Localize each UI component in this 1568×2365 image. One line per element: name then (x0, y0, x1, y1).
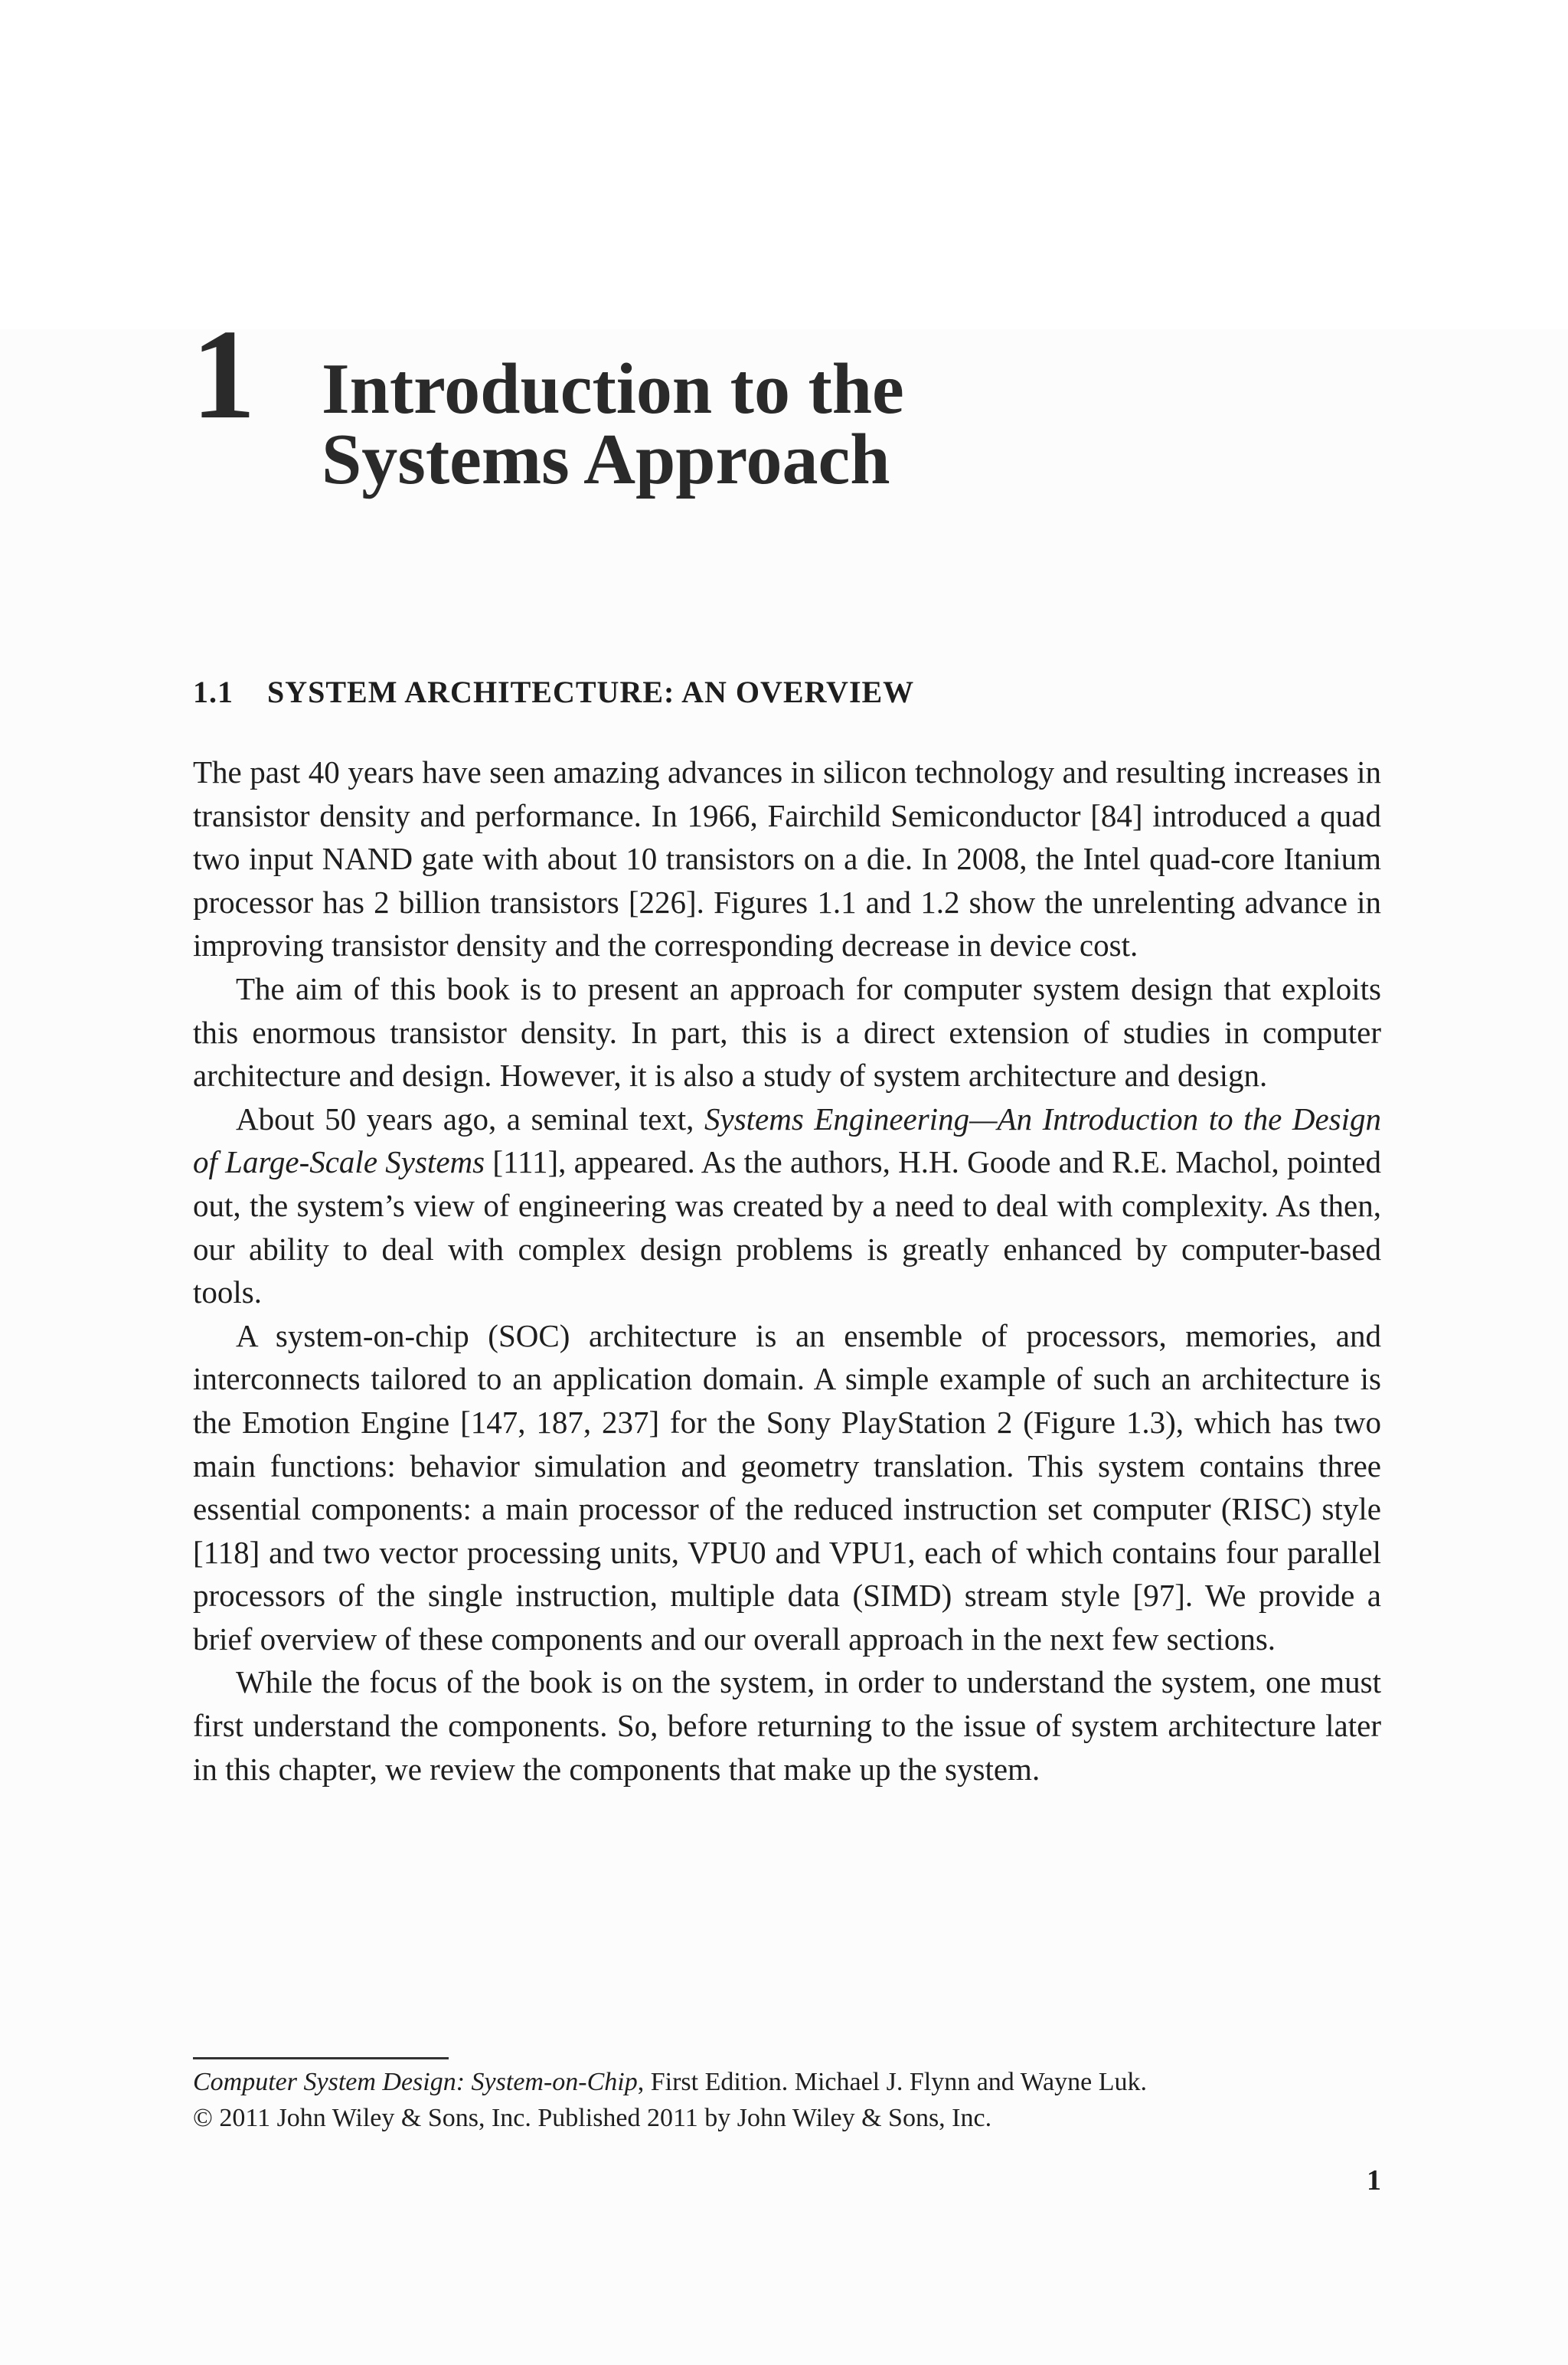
paragraph: A system-on-chip (SOC) architecture is an ensemble of processors, memories, and interconnects tailored to an application domain. A simple example of such an architecture is the Emotion Engine [147, 187, 237] for the Sony PlayStation 2 (Figure 1.3), which has two main functions: behavior simulation and geometry translation. This system contains three essential components: a main processor of the reduced instruction set computer (RISC) style [118] and two vector processing units, VPU0 and VPU1, each of which contains four parallel processors of the single instruction, multiple data (SIMD) stream style [97]. We provide a brief overview of these components and our overall approach in the next few sections. (193, 1317, 1381, 1657)
footnote-book-title: Computer System Design: System-on-Chip (193, 2068, 638, 2096)
footnote-edition-authors: , First Edition. Michael J. Flynn and Wayne Luk. (637, 2068, 1147, 2096)
paragraph: The past 40 years have seen amazing advances in silicon technology and resulting increases in transistor density and performance. In 1966, Fairchild Semiconductor [84] introduced a quad two input NAND gate with about 10 transistors on a die. In 2008, the Intel quad-core Itanium processor has 2 billion transistors [226]. Figures 1.1 and 1.2 show the unrelenting advance in improving transistor density and the corresponding decrease in device cost. (193, 754, 1381, 963)
chapter-title-line-2: Systems Approach (322, 420, 890, 499)
chapter-title (322, 349, 904, 499)
section-title: SYSTEM ARCHITECTURE: AN OVERVIEW (267, 675, 915, 709)
paragraph (193, 1097, 1381, 1314)
footnote-copyright: © 2011 John Wiley & Sons, Inc. Published 2011 by John Wiley & Sons, Inc. (193, 2104, 992, 2132)
section-heading (193, 674, 914, 710)
body-text (193, 751, 1381, 1791)
footnote-citation (193, 2064, 1147, 2100)
chapter-number: 1 (191, 303, 256, 446)
paragraph: The aim of this book is to present an approach for computer system design that exploits this enormous transistor density. In part, this is a direct extension of studies in computer architecture and design. However, it is also a study of system architecture and design. (193, 970, 1381, 1094)
chapter-title-line-1: Introduction to the (322, 349, 904, 429)
footnote (193, 2064, 1147, 2136)
section-number: 1.1 (193, 675, 234, 709)
footnote-divider (193, 2057, 449, 2059)
paragraph-text: [111], appeared. As the authors, H.H. Goode and R.E. Machol, pointed out, the system’s view of engineering was created by a need to deal with complexity. As then, our ability to deal with complex design problems is greatly enhanced by computer-based tools. (193, 1144, 1381, 1310)
paragraph-text: About 50 years ago, a seminal text, (236, 1101, 704, 1137)
cited-book-title: Systems Engineering—An Introduction to the Design of Large-Scale Systems (193, 1101, 1381, 1180)
page-number: 1 (1367, 2164, 1381, 2197)
paragraph: While the focus of the book is on the system, in order to understand the system, one must first understand the components. So, before returning to the issue of system architecture later in this chapter, we review the components that make up the system. (193, 1664, 1381, 1787)
